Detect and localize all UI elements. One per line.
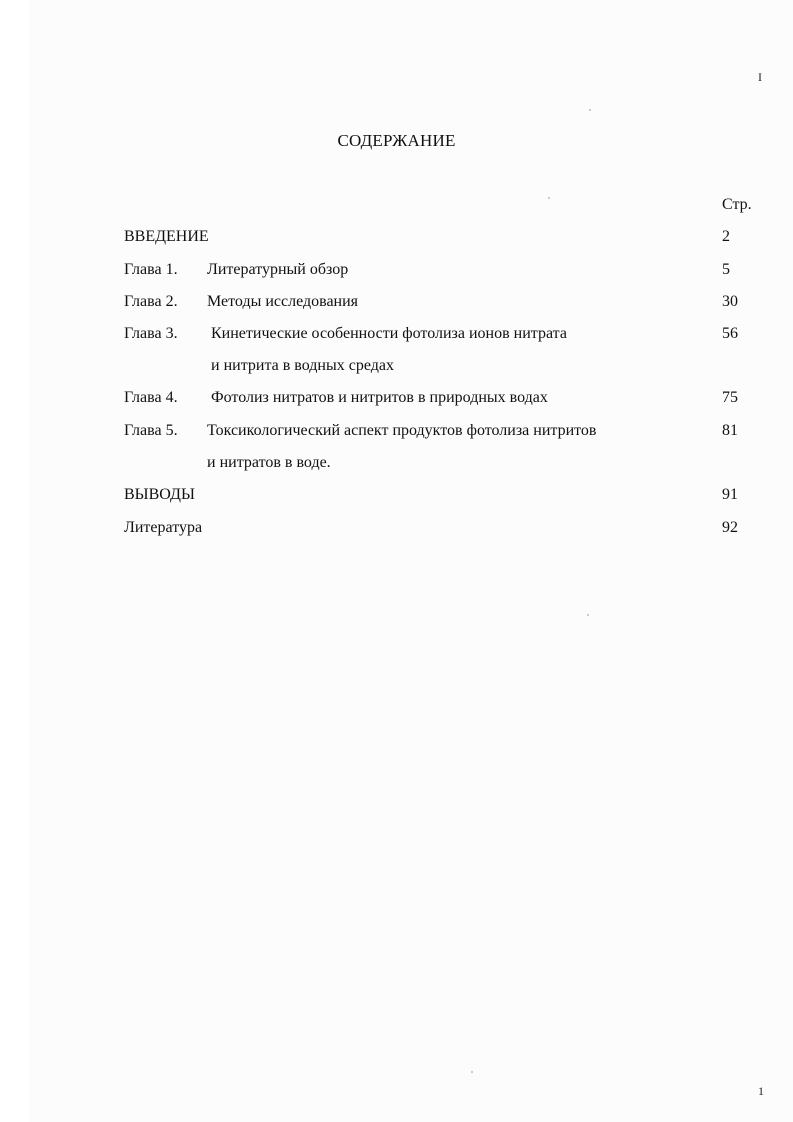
document-page: [30, 0, 793, 1122]
toc-chapter-title-continuation: и нитрита в водных средах: [211, 357, 394, 374]
toc-entry-page: 92: [722, 519, 738, 536]
toc-entry-page: 56: [722, 325, 738, 342]
scan-speck: [548, 197, 550, 199]
toc-chapter-title: Кинетические особенности фотолиза ионов нитрата: [211, 325, 567, 342]
toc-entry-page: 75: [722, 389, 738, 406]
toc-entry-conclusions: ВЫВОДЫ: [124, 486, 195, 503]
scan-speck: [587, 614, 589, 616]
toc-entry-page: 91: [722, 486, 738, 503]
toc-entry-introduction: ВВЕДЕНИЕ: [124, 228, 209, 245]
toc-entry-page: 30: [722, 293, 738, 310]
toc-chapter-number: Глава 3.: [124, 325, 178, 342]
toc-chapter-title: Токсикологический аспект продуктов фотолиза нитритов: [207, 422, 597, 439]
toc-chapter-title: Фотолиз нитратов и нитритов в природных водах: [211, 389, 548, 406]
toc-entry-references: Литература: [124, 519, 203, 536]
toc-chapter-title: Методы исследования: [207, 293, 359, 310]
toc-entry-page: 2: [722, 228, 730, 245]
toc-title: СОДЕРЖАНИЕ: [337, 131, 456, 150]
toc-chapter-number: Глава 1.: [124, 261, 178, 278]
page-number-top: I: [758, 70, 762, 84]
toc-chapter-number: Глава 4.: [124, 389, 178, 406]
toc-chapter-title: Литературный обзор: [207, 261, 349, 278]
toc-chapter-number: Глава 5.: [124, 422, 178, 439]
toc-chapter-number: Глава 2.: [124, 293, 178, 310]
toc-entry-page: 81: [722, 422, 738, 439]
page-column-header: Стр.: [722, 196, 752, 213]
scan-speck: [471, 1071, 473, 1073]
scan-speck: [589, 109, 591, 111]
toc-entry-page: 5: [722, 261, 730, 278]
toc-chapter-title-continuation: и нитратов в воде.: [207, 454, 331, 471]
page-number-bottom: 1: [758, 1084, 764, 1098]
